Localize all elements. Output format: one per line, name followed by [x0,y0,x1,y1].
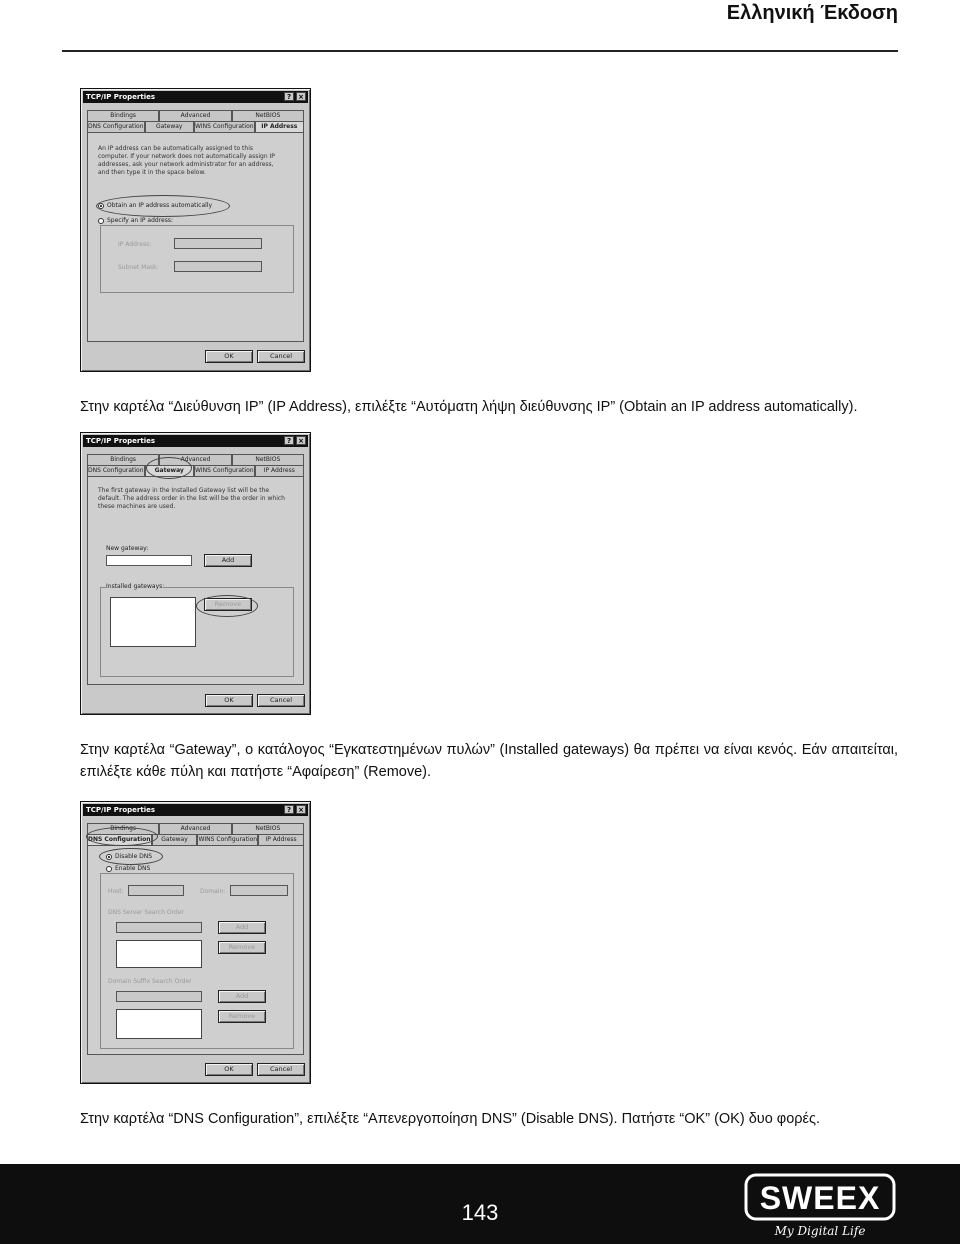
radio-unselected-icon [98,218,104,224]
subnet-mask-field[interactable] [174,261,262,272]
domain-suffix-search-order-label: Domain Suffix Search Order [108,978,192,985]
dns-server-search-order-label: DNS Server Search Order [108,909,184,916]
dialog-title-bar [83,804,308,816]
ok-button[interactable]: OK [205,350,253,363]
domain-field[interactable] [230,885,288,896]
help-button[interactable]: ? [284,805,294,814]
host-field[interactable] [128,885,184,896]
domain-label: Domain: [200,888,226,895]
logo-wordmark: SWEEX [759,1180,881,1216]
tcpip-dialog-dns [80,801,311,1084]
highlight-circle-remove [196,595,258,617]
host-label: Host: [108,888,124,895]
logo-tagline: My Digital Life [774,1224,866,1238]
tab-panel [87,845,304,1055]
tab-advanced[interactable]: Advanced [159,823,231,834]
ip-explanation-text: An IP address can be automatically assigned to this computer. If your network does not automatically assign IP addresses, ask your network administrator for an address, and then type it in the space below. [98,145,275,176]
close-button[interactable]: × [296,436,306,445]
radio-unselected-icon [106,866,112,872]
ip-address-group [100,225,294,293]
caption-gateway: Στην καρτέλα “Gateway”, ο κατάλογος “Εγκατεστημένων πυλών” (Installed gateways) θα πρέπει να είναι κενός. Εάν απαιτείται, επιλέξτε κάθε πύλη και πατήστε “Αφαίρεση” (Remove). [80,742,898,780]
help-button[interactable]: ? [284,92,294,101]
tcpip-dialog-ip-address [80,88,311,372]
tab-ip-address[interactable]: IP Address [258,834,304,845]
cancel-button[interactable]: Cancel [257,350,305,363]
tab-advanced[interactable]: Advanced [159,454,231,465]
page-number: 143 [461,1200,499,1225]
tab-dns-configuration[interactable]: DNS Configuration [88,836,151,843]
dns-server-field[interactable] [116,922,202,933]
remove-gateway-button[interactable]: Remove [204,598,252,611]
dialog-title-bar [83,435,308,447]
tab-wins-configuration[interactable]: WINS Configuration [198,836,258,843]
tab-bindings[interactable]: Bindings [87,823,159,834]
dialog-title: TCP/IP Properties [86,437,156,445]
dns-server-list[interactable] [116,940,202,968]
cancel-button[interactable]: Cancel [257,1063,305,1076]
installed-gateways-label: Installed gateways: [106,583,165,590]
tab-netbios[interactable]: NetBIOS [232,454,304,465]
dialog-title: TCP/IP Properties [86,806,156,814]
radio-obtain-ip-label: Obtain an IP address automatically [107,202,213,209]
tab-bindings[interactable]: Bindings [87,110,159,121]
ok-button[interactable]: OK [205,1063,253,1076]
tab-gateway[interactable]: Gateway [152,834,198,845]
tab-advanced[interactable]: Advanced [159,110,231,121]
tab-ip-address[interactable]: IP Address [255,465,304,476]
tab-panel [87,476,304,685]
remove-dns-server-button[interactable]: Remove [218,941,266,954]
help-button[interactable]: ? [284,436,294,445]
tab-wins-configuration[interactable]: WINS Configuration [194,467,254,474]
radio-specify-ip-label: Specify an IP address: [107,217,174,224]
tab-netbios[interactable]: NetBIOS [232,110,304,121]
caption-ip-address: Στην καρτέλα “Διεύθυνση IP” (IP Address), επιλέξτε “Αυτόματη λήψη διεύθυνσης IP” (Obtain an IP address automatically). [80,399,858,415]
header-rule [62,50,898,52]
tab-gateway[interactable]: Gateway [145,465,194,476]
dialog-title-bar [83,91,308,103]
tab-wins-configuration[interactable]: WINS Configuration [194,123,254,130]
tab-netbios[interactable]: NetBIOS [232,823,304,834]
ip-address-field[interactable] [174,238,262,249]
radio-disable-dns-label: Disable DNS [115,853,153,860]
tab-dns-configuration[interactable]: DNS Configuration [88,123,144,130]
add-gateway-button[interactable]: Add [204,554,252,567]
radio-specify-ip[interactable] [98,217,173,224]
subnet-mask-label: Subnet Mask: [118,264,159,271]
close-button[interactable]: × [296,805,306,814]
tab-ip-address[interactable]: IP Address [255,121,304,132]
dialog-title: TCP/IP Properties [86,93,156,101]
page-header-title: Ελληνική Έκδοση [726,2,898,24]
sweex-logo [744,1171,896,1239]
cancel-button[interactable]: Cancel [257,694,305,707]
domain-suffix-list[interactable] [116,1009,202,1039]
highlight-circle [96,195,230,217]
tab-bindings[interactable]: Bindings [87,454,159,465]
radio-enable-dns-label: Enable DNS [115,865,151,872]
remove-domain-suffix-button[interactable]: Remove [218,1010,266,1023]
domain-suffix-field[interactable] [116,991,202,1002]
close-button[interactable]: × [296,92,306,101]
ip-address-label: IP Address: [118,241,152,248]
add-domain-suffix-button[interactable]: Add [218,990,266,1003]
tcpip-dialog-gateway [80,432,311,715]
highlight-circle-dns-tab [86,827,158,846]
new-gateway-field[interactable] [106,555,192,566]
add-dns-server-button[interactable]: Add [218,921,266,934]
gateway-explanation-text: The first gateway in the Installed Gateway list will be the default. The address order in the list will be the order in which these machines are used. [98,487,285,510]
highlight-circle-gateway-tab [146,457,192,479]
caption-dns: Στην καρτέλα “DNS Configuration”, επιλέξτε “Απενεργοποίηση DNS” (Disable DNS). Πατήστε “OK” (OK) δυο φορές. [80,1111,820,1127]
tab-panel [87,132,304,342]
radio-enable-dns[interactable] [106,865,150,872]
ok-button[interactable]: OK [205,694,253,707]
new-gateway-label: New gateway: [106,545,149,552]
installed-gateways-list[interactable] [110,597,196,647]
tab-dns-configuration[interactable]: DNS Configuration [88,467,144,474]
tab-gateway[interactable]: Gateway [145,121,194,132]
highlight-circle-disable-dns [99,848,163,865]
